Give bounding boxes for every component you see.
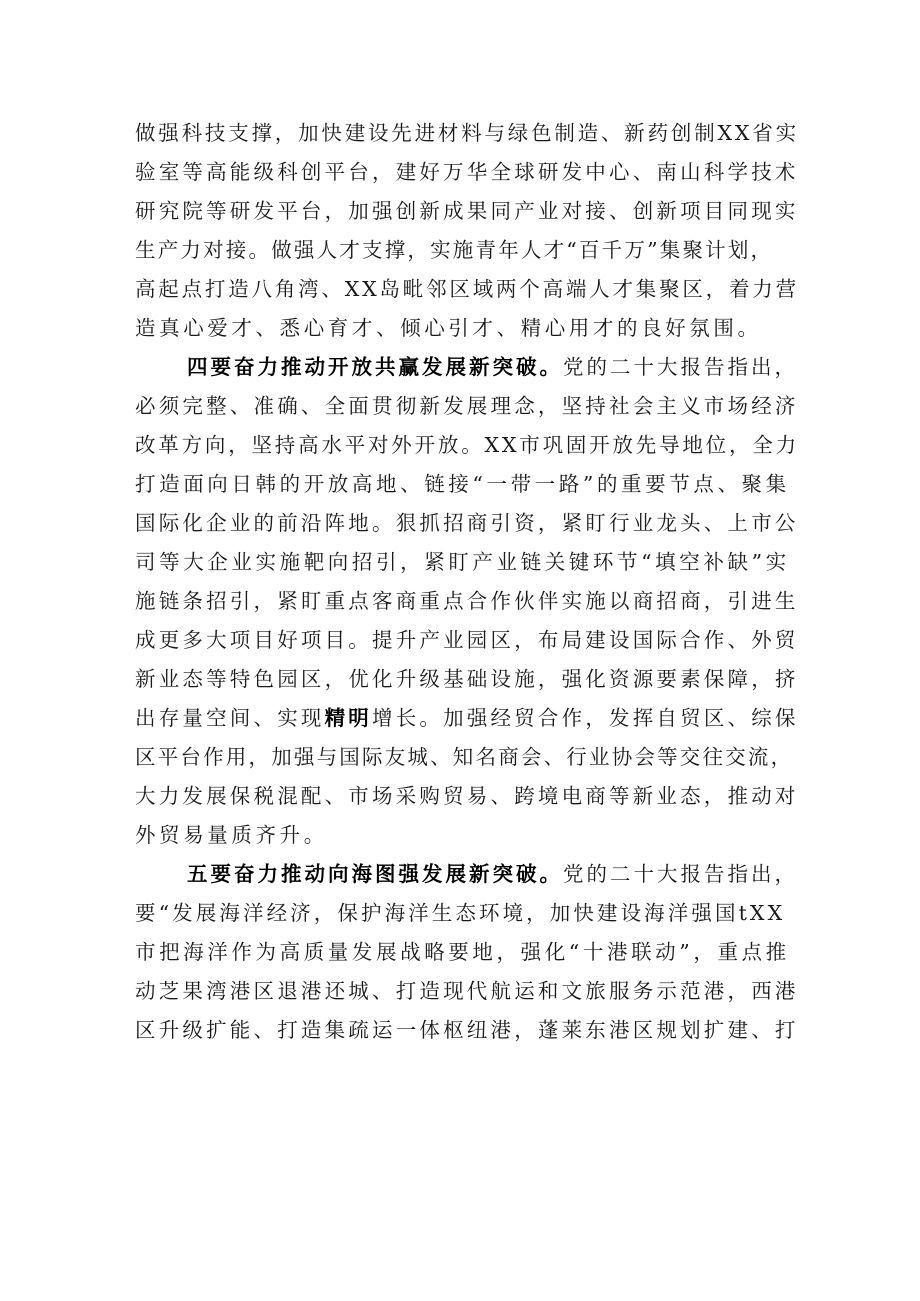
paragraph-opening-up [135,348,800,855]
text-line: 高起点打造八角湾、XX岛毗邻区域两个高端人才集聚区，着力营 [135,277,799,301]
text-line: 市把海洋作为高质量发展战略要地，强化“十港联动”，重点推 [135,940,790,964]
text-line: 司等大企业实施靶向招引，紧盯产业链关键环节“填空补缺”实 [135,550,790,574]
emphasized-word: 精明 [324,706,373,730]
text-line: 打造面向日韩的开放高地、链接“一带一路”的重要节点、聚集 [135,472,790,496]
text-fragment: 出存量空间、实现 [135,706,325,730]
heading-continuation: 党的二十大报告指出， [563,355,798,379]
text-line: 成更多大项目好项目。提升产业园区，布局建设国际合作、外贸 [135,628,799,652]
text-line: 新业态等特色园区，优化升级基础设施，强化资源要素保障，挤 [135,667,799,691]
section-heading-four: 四要奋力推动开放共赢发展新突破。 [187,355,563,379]
text-line: 做强科技支撑，加快建设先进材料与绿色制造、新药创制XX省实 [135,121,799,145]
section-heading-five: 五要奋力推动向海图强发展新突破。 [187,862,563,886]
document-body [135,114,800,1050]
text-line: 研究院等研发平台，加强创新成果同产业对接、创新项目同现实 [135,199,799,223]
text-line: 必须完整、准确、全面贯彻新发展理念，坚持社会主义市场经济 [135,394,799,418]
paragraph-maritime [135,855,800,1050]
text-line: 国际化企业的前沿阵地。狠抓招商引资，紧盯行业龙头、上市公 [135,511,799,535]
text-line: 改革方向，坚持高水平对外开放。XX市巩固开放先导地位，全力 [135,433,799,457]
text-line-first [135,855,800,894]
text-line: 造真心爱才、悉心育才、倾心引才、精心用才的良好氛围。 [135,316,762,340]
text-line: 施链条招引，紧盯重点客商重点合作伙伴实施以商招商，引进生 [135,589,799,613]
text-line: 动芝果湾港区退港还城、打造现代航运和文旅服务示范港，西港 [135,979,799,1003]
text-line: 生产力对接。做强人才支撑，实施青年人才“百千万”集聚计划， [135,238,774,262]
text-line-emphasis [135,699,800,738]
heading-continuation: 党的二十大报告指出， [563,862,798,886]
text-line: 外贸易量质齐升。 [135,823,328,847]
text-line: 验室等高能级科创平台，建好万华全球研发中心、南山科学技术 [135,160,799,184]
paragraph-science-talent-support [135,114,800,348]
text-line: 区升级扩能、打造集疏运一体枢纽港，蓬莱东港区规划扩建、打 [135,1018,799,1042]
text-fragment: 增长。加强经贸合作，发挥自贸区、综保 [372,706,799,730]
text-line: 大力发展保税混配、市场采购贸易、跨境电商等新业态，推动对 [135,784,799,808]
text-line: 要“发展海洋经济，保护海洋生态环境，加快建设海洋强国tXX [135,901,786,925]
text-line-first [135,348,800,387]
text-line: 区平台作用，加强与国际友城、知名商会、行业协会等交往交流， [135,745,794,769]
